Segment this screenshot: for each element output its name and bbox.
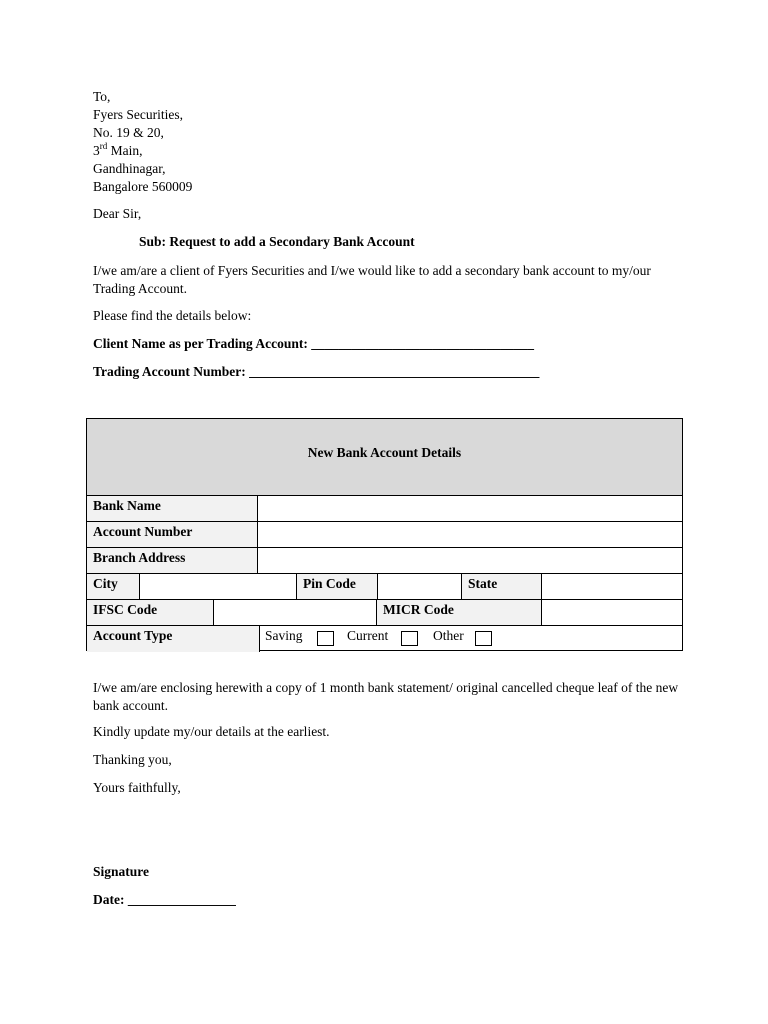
subject-line: Sub: Request to add a Secondary Bank Account <box>139 234 415 249</box>
address-to: To, <box>93 89 111 104</box>
current-option-label: Current <box>347 628 389 643</box>
table-row-account-number <box>87 522 682 548</box>
address-line2-suffix: rd <box>99 141 108 151</box>
ifsc-code-input[interactable] <box>214 600 377 625</box>
account-number-label: Account Number <box>93 524 193 539</box>
trading-account-number-field[interactable]: Trading Account Number: ___________________________________________ <box>93 364 540 379</box>
pin-code-input[interactable] <box>378 574 462 599</box>
ifsc-code-label: IFSC Code <box>93 602 158 617</box>
city-label-cell <box>87 574 140 599</box>
address-line2-street: Main, <box>107 143 143 158</box>
city-label: City <box>93 576 118 591</box>
closing-line: Yours faithfully, <box>93 780 181 795</box>
account-type-options <box>260 626 682 652</box>
address-line2 <box>93 142 192 160</box>
saving-checkbox[interactable] <box>317 631 334 646</box>
thanks-line: Thanking you, <box>93 752 172 767</box>
address-company: Fyers Securities, <box>93 107 183 122</box>
table-row-ifsc-micr <box>87 600 682 626</box>
address-line2-number: 3 <box>93 143 100 158</box>
address-line1: No. 19 & 20, <box>93 125 164 140</box>
table-row-branch-address <box>87 548 682 574</box>
table-row-account-type <box>87 626 682 652</box>
other-option-label: Other <box>433 628 464 643</box>
signature-label: Signature <box>93 864 150 879</box>
account-number-input[interactable] <box>258 522 682 547</box>
bank-name-label: Bank Name <box>93 498 161 513</box>
details-intro: Please find the details below: <box>93 308 252 323</box>
table-row-bank-name <box>87 496 682 522</box>
recipient-address <box>93 88 192 196</box>
micr-code-label: MICR Code <box>383 602 454 617</box>
update-request: Kindly update my/our details at the earliest. <box>93 724 330 739</box>
state-input[interactable] <box>542 574 682 599</box>
state-label-cell <box>462 574 542 599</box>
bank-name-input[interactable] <box>258 496 682 521</box>
bank-name-label-cell <box>87 496 258 521</box>
salutation: Dear Sir, <box>93 206 142 221</box>
ifsc-code-label-cell <box>87 600 214 625</box>
account-type-label: Account Type <box>93 628 173 643</box>
branch-address-label: Branch Address <box>93 550 186 565</box>
state-label: State <box>468 576 498 591</box>
account-type-label-cell <box>87 626 260 652</box>
micr-code-input[interactable] <box>542 600 682 625</box>
table-header <box>87 419 682 496</box>
pin-code-label: Pin Code <box>303 576 356 591</box>
current-checkbox[interactable] <box>401 631 418 646</box>
client-name-field[interactable]: Client Name as per Trading Account: _________________________________ <box>93 336 534 351</box>
intro-paragraph: I/we am/are a client of Fyers Securities and I/we would like to add a secondary bank account to my/our Trading Account. <box>93 263 651 296</box>
bank-details-table <box>86 418 683 651</box>
city-input[interactable] <box>140 574 297 599</box>
account-number-label-cell <box>87 522 258 547</box>
pin-code-label-cell <box>297 574 378 599</box>
saving-option-label: Saving <box>265 628 303 643</box>
address-line4: Bangalore 560009 <box>93 179 193 194</box>
branch-address-input[interactable] <box>258 548 682 573</box>
table-row-city-pin-state <box>87 574 682 600</box>
micr-code-label-cell <box>377 600 542 625</box>
other-checkbox[interactable] <box>475 631 492 646</box>
enclosure-paragraph: I/we am/are enclosing herewith a copy of 1 month bank statement/ original cancelled cheque leaf of the new bank account. <box>93 680 679 713</box>
date-field[interactable]: Date: ________________ <box>93 892 236 907</box>
address-line3: Gandhinagar, <box>93 161 166 176</box>
branch-address-label-cell <box>87 548 258 573</box>
table-title: New Bank Account Details <box>307 445 462 460</box>
